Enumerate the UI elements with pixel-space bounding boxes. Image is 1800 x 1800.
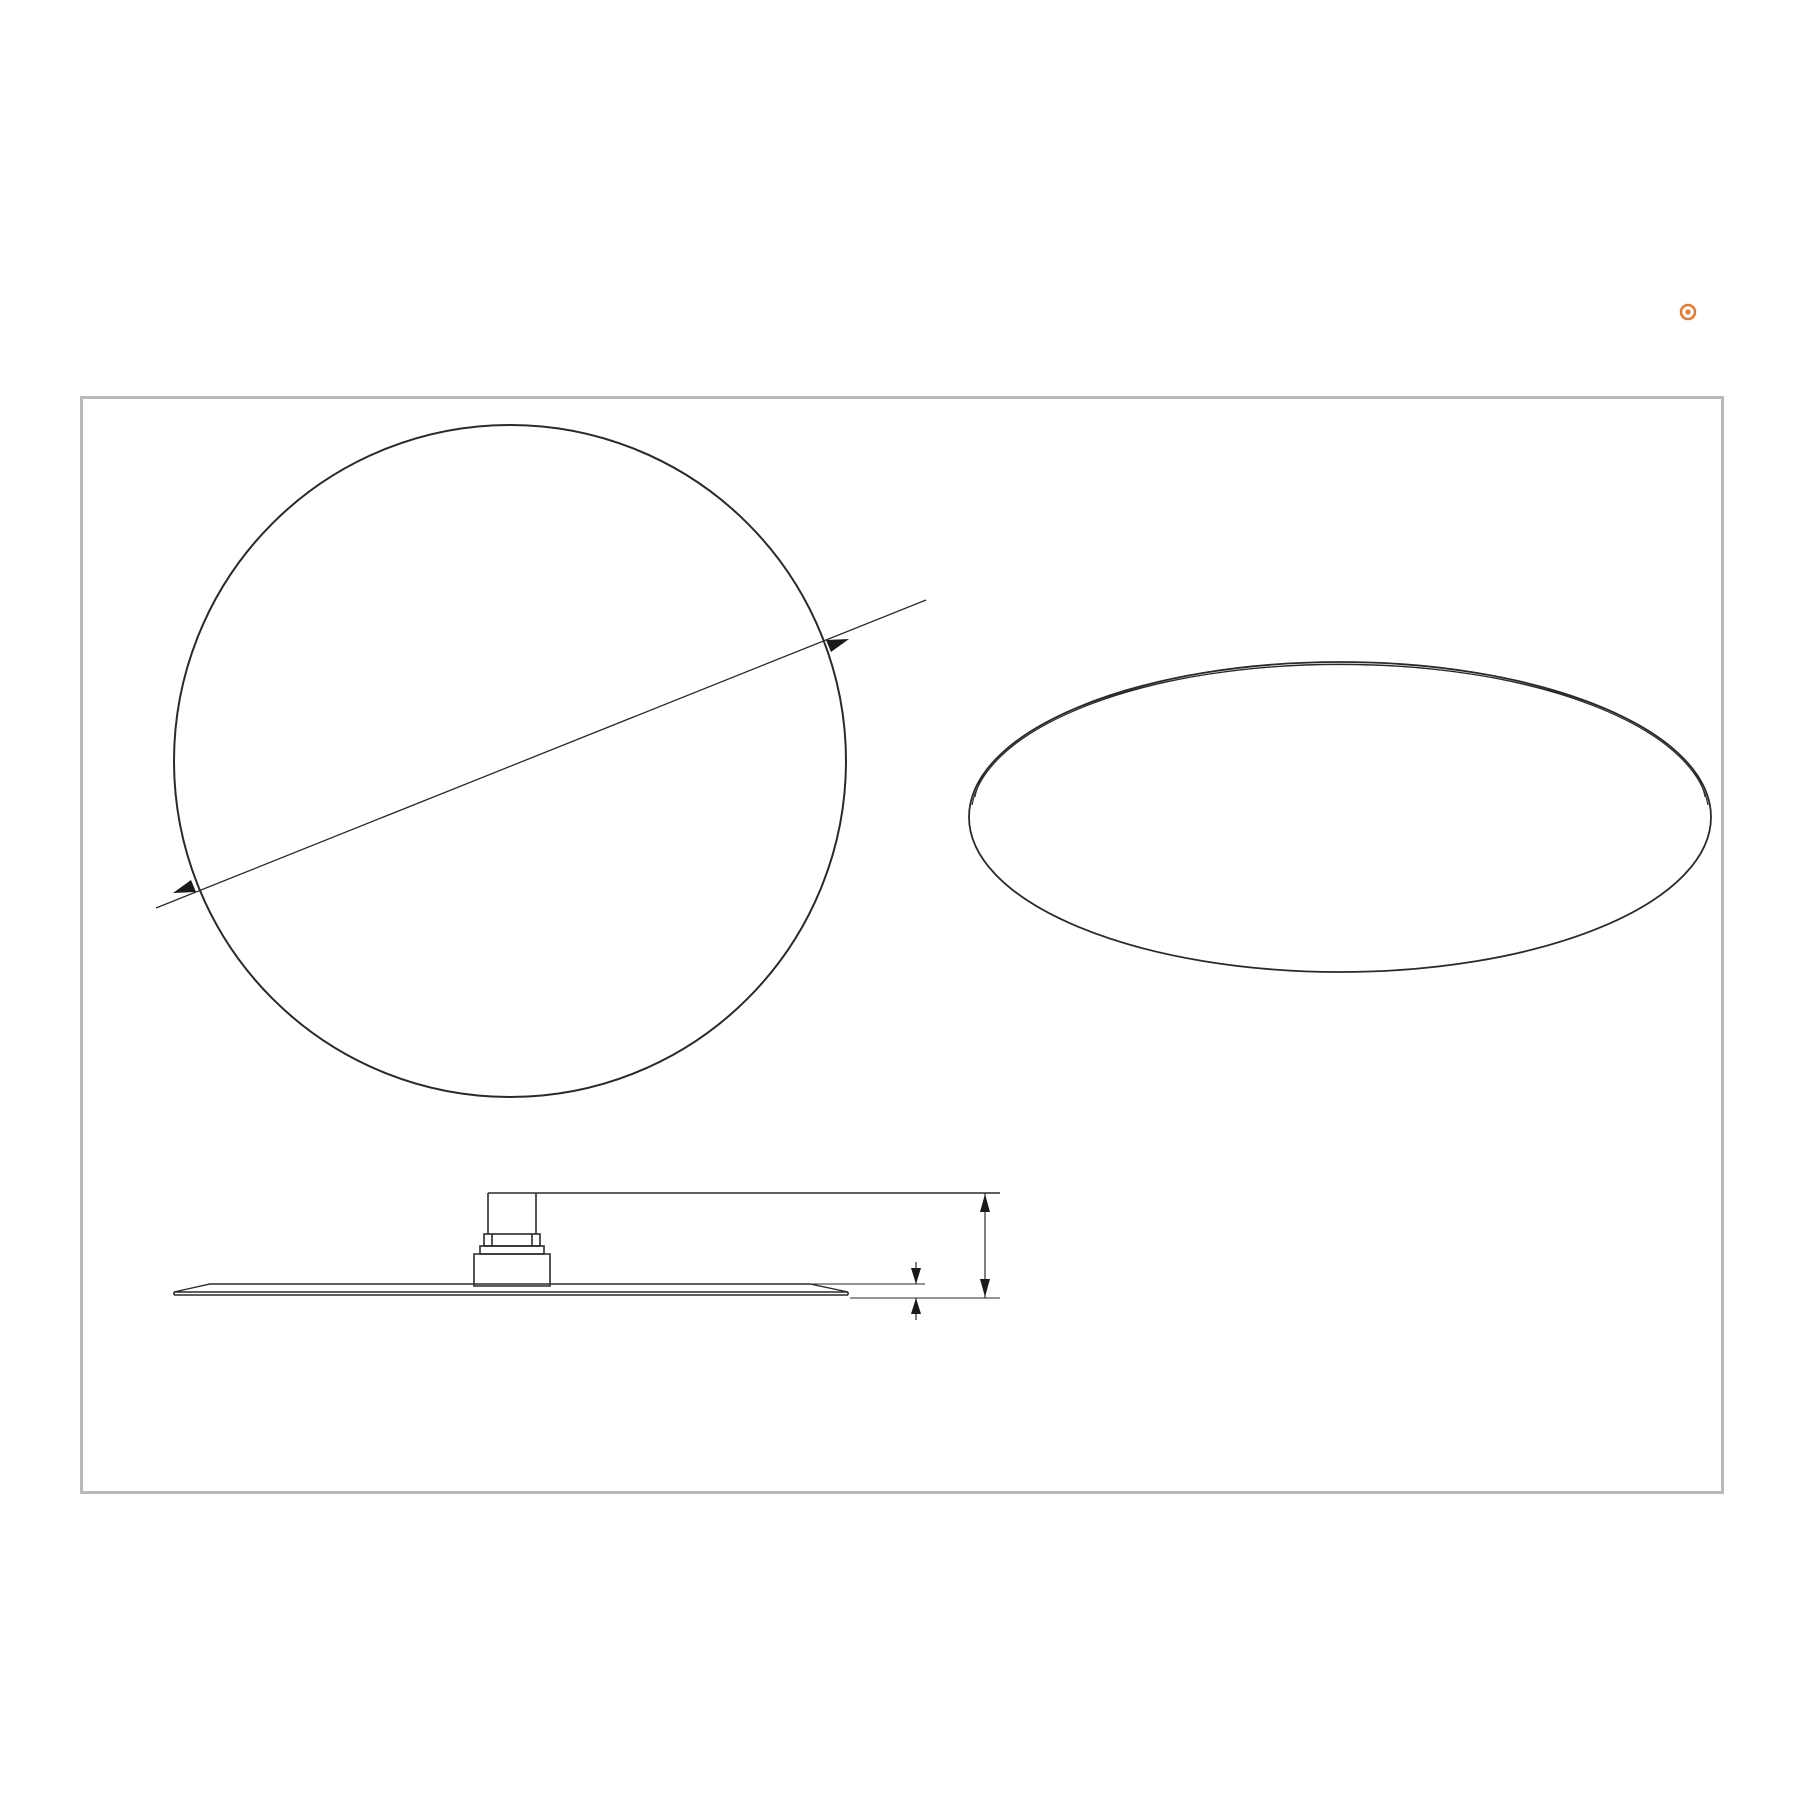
diameter-arrow-right [826,639,849,652]
perspective-view [969,662,1711,972]
diameter-arrow-left [173,880,196,893]
diameter-line [156,600,926,908]
top-view-plate [174,425,846,1097]
top-view [156,425,926,1097]
side-view [174,1193,1000,1320]
